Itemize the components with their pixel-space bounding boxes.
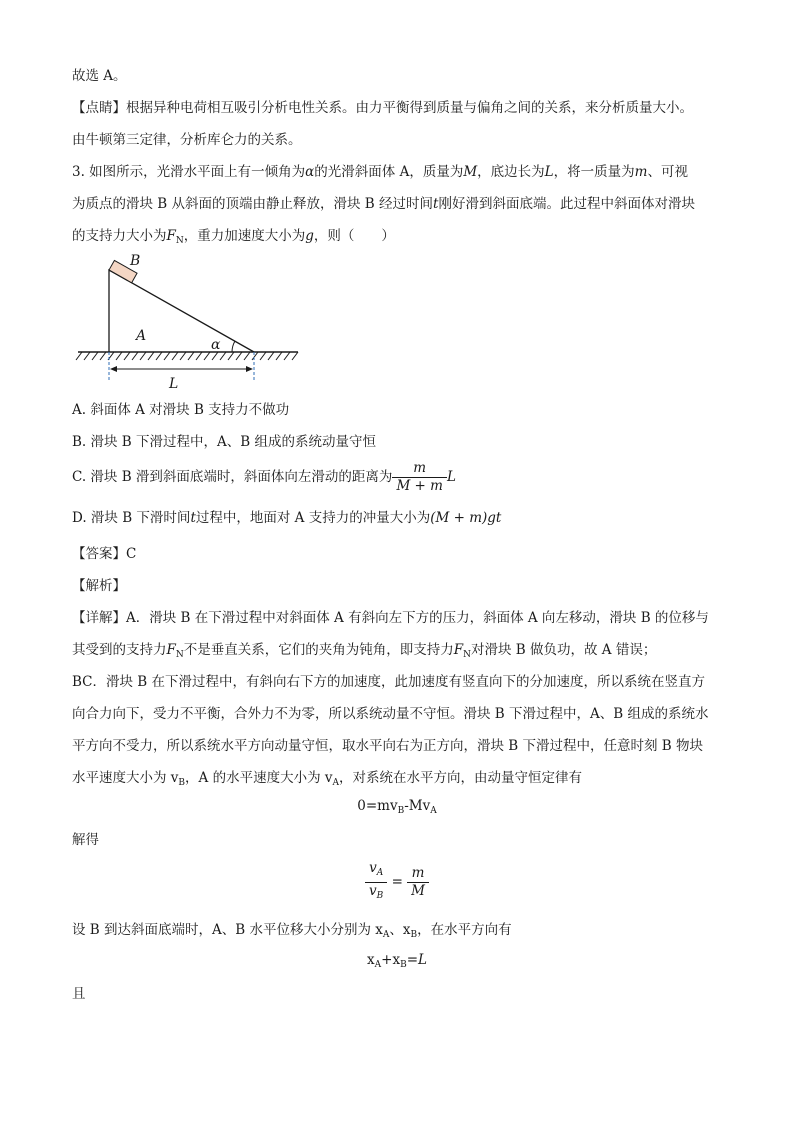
text-span: 的光滑斜面体 A，质量为 [314, 164, 464, 180]
subscript: N [463, 650, 471, 660]
subscript: N [175, 236, 184, 246]
text-span: 过程中，地面对 A 支持力的冲量大小为 [195, 510, 431, 526]
answer-line: 【答案】C [72, 546, 137, 562]
math-g: g [305, 228, 314, 244]
subscript: A [332, 778, 340, 788]
text-line: 由牛顿第三定律，分析库仑力的关系。 [72, 132, 302, 148]
incline-figure [70, 250, 310, 395]
equation-momentum [0, 798, 794, 816]
text-span: 设 B 到达斜面底端时，A、B 水平位移大小分别为 x [72, 922, 383, 938]
fraction [407, 865, 429, 900]
subscript: B [410, 930, 418, 940]
text-span: D. 滑块 B 下滑时间 [72, 510, 191, 526]
text-span: 其受到的支持力 [72, 642, 167, 658]
analysis-heading: 【解析】 [72, 578, 126, 594]
fraction-numerator: m [392, 460, 447, 478]
text-span: 3. 如图所示，光滑水平面上有一倾角为 [72, 164, 306, 180]
text-span: ，将一质量为 [553, 164, 635, 180]
fraction-denominator: M + m [396, 478, 443, 494]
math-v: v [369, 860, 377, 876]
math-L: L [544, 164, 554, 180]
option-C [72, 460, 456, 495]
text-span: 对滑块 B 做负功，故 A 错误； [471, 642, 657, 658]
detail-line: 解得 [72, 832, 99, 848]
subscript: B [178, 778, 186, 788]
equation-velocity-ratio [0, 860, 794, 905]
label-alpha: α [211, 337, 221, 353]
detail-line [72, 768, 582, 793]
arrowhead-left [110, 366, 117, 372]
equation-part: +x [381, 952, 401, 968]
math-formula: (M + m)gt [430, 510, 502, 526]
text-line: 故选 A。 [72, 68, 127, 84]
angle-arc [232, 341, 235, 352]
text-line: 【点睛】根据异种电荷相互吸引分析电性关系。由力平衡得到质量与偏角之间的关系，来分析质量大小。 [72, 100, 693, 116]
detail-line [72, 920, 512, 945]
option-A: A. 斜面体 A 对滑块 B 支持力不做功 [72, 402, 290, 418]
subscript: A [374, 960, 382, 970]
math-t: t [433, 196, 439, 212]
option-B: B. 滑块 B 下滑过程中，A、B 组成的系统动量守恒 [72, 434, 376, 450]
math-alpha: α [305, 164, 315, 180]
math-F: F [166, 228, 176, 244]
fraction [365, 860, 387, 905]
math-v: v [369, 883, 377, 899]
equation-part: =L [406, 952, 427, 968]
text-span: 刚好滑到斜面底端。此过程中斜面体对滑块 [438, 196, 695, 212]
equation-part: x [367, 952, 375, 968]
text-span: ，对系统在水平方向，由动量守恒定律有 [339, 770, 583, 786]
text-span: ，则（ ） [313, 228, 395, 244]
text-span: 、x [389, 922, 411, 938]
detail-line: 且 [72, 986, 86, 1002]
text-span: 不是垂直关系，它们的夹角为钝角，即支持力 [183, 642, 454, 658]
subscript: B [376, 891, 384, 901]
detail-line: 向合力向下，受力不平衡，合外力不为零，所以系统动量不守恒。滑块 B 下滑过程中，A、B 组成的系统水 [72, 706, 709, 722]
math-M: M [463, 164, 478, 180]
subscript: B [397, 806, 405, 816]
text-span: 的支持力大小为 [72, 228, 167, 244]
text-span: ，在水平方向有 [417, 922, 512, 938]
arrowhead-right [246, 366, 253, 372]
fraction-numerator: m [407, 865, 429, 883]
subscript: A [382, 930, 390, 940]
subscript: N [175, 650, 184, 660]
detail-line: BC．滑块 B 在下滑过程中，有斜向右下方的加速度，此加速度有竖直向下的分加速度，所以系统在竖直方 [72, 674, 706, 690]
subscript: B [400, 960, 407, 970]
label-L: L [169, 376, 179, 392]
text-span: ，重力加速度大小为 [183, 228, 306, 244]
fraction-denominator: M [411, 883, 425, 899]
math-F: F [453, 642, 464, 658]
text-span: 水平速度大小为 v [72, 770, 179, 786]
math-L: L [446, 469, 456, 485]
equation-part: -Mv [404, 798, 431, 814]
math-F: F [166, 642, 176, 658]
fraction-numerator [365, 860, 387, 883]
subscript: A [376, 868, 384, 878]
question-stem-line-2 [72, 194, 695, 214]
math-t: t [190, 510, 196, 526]
detail-line: 【详解】A．滑块 B 在下滑过程中对斜面体 A 有斜向左下方的压力，斜面体 A 向左移动，滑块 B 的位移与 [72, 610, 709, 626]
equation-part: 0=mv [357, 798, 398, 814]
fraction [392, 460, 447, 495]
equals-sign: = [391, 874, 403, 890]
text-span: ，底边长为 [477, 164, 545, 180]
text-span: 为质点的滑块 B 从斜面的顶端由静止释放，滑块 B 经过时间 [72, 196, 434, 212]
text-span: C. 滑块 B 滑到斜面底端时，斜面体向左滑动的距离为 [72, 469, 393, 485]
equation-displacement [0, 952, 794, 970]
text-span: 、可视 [647, 164, 688, 180]
text-span: ，A 的水平速度大小为 v [185, 770, 333, 786]
detail-line: 平方向不受力，所以系统水平方向动量守恒，取水平向右为正方向，滑块 B 下滑过程中，任意时刻 B 物块 [72, 738, 704, 754]
option-D [72, 508, 501, 528]
question-stem-line-1 [72, 162, 688, 182]
detail-line [72, 640, 656, 665]
question-stem-line-3 [72, 226, 395, 251]
label-A: A [136, 328, 147, 344]
label-B: B [130, 253, 141, 269]
math-m: m [634, 164, 648, 180]
subscript: A [430, 806, 437, 816]
fraction-denominator [365, 883, 387, 905]
